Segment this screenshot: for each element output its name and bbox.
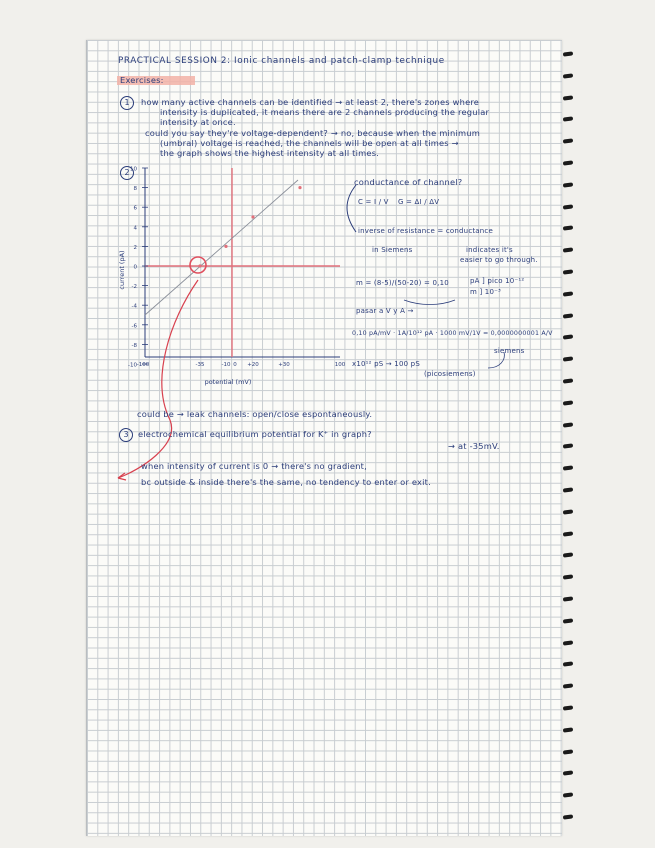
pasar-note: pasar a V y A → xyxy=(356,307,414,315)
reversal-arrow xyxy=(118,280,198,478)
formula-g: G = ΔI / ΔV xyxy=(398,198,440,206)
slope-brace xyxy=(404,300,455,305)
q1-line-3: intensity at once. xyxy=(160,117,236,127)
x-tick-label: +30 xyxy=(278,362,290,368)
unit-conversion: 0,10 pA/mV · 1A/10¹² pA · 1000 mV/1V = 0,0000000001 A/V xyxy=(352,330,553,337)
x-tick-label: 100 xyxy=(334,362,346,368)
y-tick-label: -4 xyxy=(131,303,137,310)
easier-note: easier to go through. xyxy=(460,256,538,264)
x-tick-label: -10 xyxy=(221,362,231,368)
q1-follow-1: could you say they're voltage-dependent? → no, because when the minimum xyxy=(145,128,481,138)
q3-answer: → at -35mV. xyxy=(448,441,500,451)
leak-channels-note: could be → leak channels: open/close espontaneously. xyxy=(137,409,373,419)
y-tick-label: 4 xyxy=(133,225,137,232)
question-2-number: 2 xyxy=(120,166,134,180)
indicates-note: indicates it's xyxy=(466,246,513,254)
siemens-note: in Siemens xyxy=(372,246,413,254)
q3-line-1: when intensity of current is 0 → there's no gradient, xyxy=(141,461,367,471)
question-1-number: 1 xyxy=(120,96,134,110)
q1-follow-2: (umbral) voltage is reached, the channels will be open at all times → xyxy=(160,138,459,148)
slope-units-2: m ] 10⁻³ xyxy=(470,288,502,296)
siemens-label: siemens xyxy=(494,347,525,355)
q1-line-1: how many active channels can be identified → at least 2, there's zones where xyxy=(141,97,480,107)
x-tick-label: 0 xyxy=(233,362,237,368)
y-tick-label: 2 xyxy=(133,244,137,251)
fit-line xyxy=(145,180,298,315)
q1-follow-3: the graph shows the highest intensity at all times. xyxy=(160,148,380,158)
y-tick-label: -8 xyxy=(131,342,137,349)
data-point xyxy=(298,186,301,189)
notes-brace xyxy=(347,185,356,232)
x-tick-label: -100 xyxy=(136,362,150,368)
data-point xyxy=(198,264,201,267)
q3-question: electrochemical equilibrium potential for K⁺ in graph? xyxy=(138,429,372,439)
slope-units: pA ] pico 10⁻¹² xyxy=(470,277,525,285)
y-axis-label: current (pA) xyxy=(118,250,126,290)
y-tick-label: -10 xyxy=(128,362,137,369)
question-3-number: 3 xyxy=(119,428,133,442)
q3-line-2: bc outside & inside there's the same, no tendency to enter or exit. xyxy=(141,477,431,487)
conductance-question: conductance of channel? xyxy=(354,177,463,187)
data-point xyxy=(251,215,254,218)
y-tick-label: 10 xyxy=(130,166,137,173)
x-tick-label: -35 xyxy=(195,362,205,368)
page-title: PRACTICAL SESSION 2: Ionic channels and patch-clamp technique xyxy=(118,56,445,66)
q1-line-2: intensity is duplicated, it means there are 2 channels producing the regular xyxy=(160,107,490,117)
y-tick-label: 8 xyxy=(133,186,137,193)
picosiemens-label: (picosiemens) xyxy=(424,370,476,378)
y-tick-label: 0 xyxy=(133,264,137,271)
x-tick-label: +20 xyxy=(247,362,259,368)
x-axis-label: potential (mV) xyxy=(204,378,252,386)
y-tick-label: -6 xyxy=(131,323,137,330)
y-tick-label: 6 xyxy=(133,205,137,212)
slope-calc: m = (8-5)/(50-20) = 0,10 xyxy=(356,279,449,287)
result-picosiemens: x10¹² pS → 100 pS xyxy=(352,360,420,368)
inverse-resistance: inverse of resistance = conductance xyxy=(358,227,493,235)
section-label: Exercises: xyxy=(120,75,164,85)
data-point xyxy=(224,245,227,248)
reversal-circle xyxy=(190,257,206,273)
y-tick-label: -2 xyxy=(131,284,137,291)
formula-c: C = I / V xyxy=(358,198,389,206)
